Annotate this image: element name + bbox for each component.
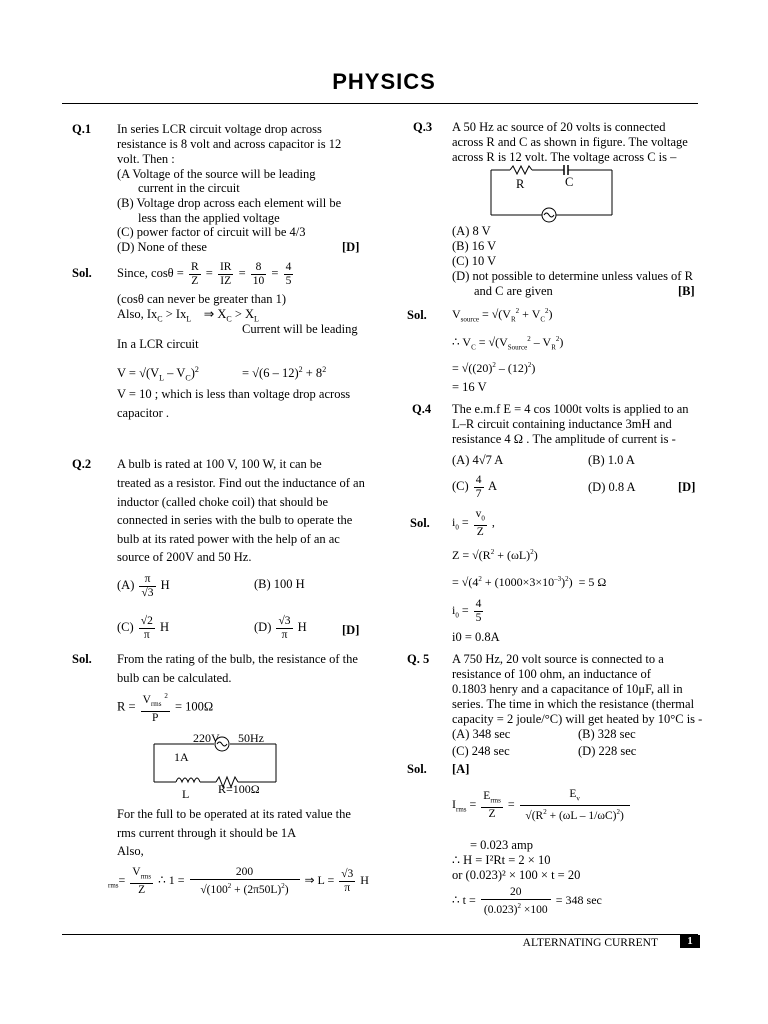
q3-sol-result: = 16 V [452,380,487,394]
q1-number: Q.1 [72,122,92,136]
q4-text-3: resistance 4 Ω . The amplitude of current is - [452,432,676,446]
q4-option-d: (D) 0.8 A [588,480,636,494]
q2-text-4: connected in series with the bulb to operate the [117,513,353,527]
q3-text-1: A 50 Hz ac source of 20 volts is connected [452,120,666,134]
q3-sol-label: Sol. [407,308,427,322]
q3-sol-numeric: = $√((20)^2 - (12)^2)$ [452,361,536,375]
q4-sol-z: $Z = √(R^2 + (\omega L)^2)$ [452,548,538,562]
q1-text-3: volt. Then : [117,152,175,166]
q4-sol-i0: $i_0$ = $\frac{v_0}{Z}$ , [452,507,495,538]
q2-sol-text-1: From the rating of the bulb, the resistance of the [117,652,358,666]
q5-answer: [A] [452,762,470,776]
q5-number: Q. 5 [407,652,430,666]
q3-option-d-cont: and C are given [474,284,553,298]
q3-circuit-r-label: R [516,177,525,191]
q2-text-2: treated as a resistor. Find out the inductance of an [117,476,365,490]
q3-answer: [B] [678,284,695,298]
q3-circuit-c-label: C [565,175,574,189]
q5-option-a: (A) 348 sec [452,727,511,741]
title-rule [62,103,698,104]
q2-text-5: bulb at its rated power with the help of an ac [117,532,340,546]
q5-text-3: 0.1803 henry and a capacitance of 10μF, all in [452,682,683,696]
q2-number: Q.2 [72,457,92,471]
q1-sol-cos-note: (cosθ can never be greater than 1) [117,292,287,306]
q1-option-a: (A Voltage of the source will be leading [117,167,316,181]
q1-text-1: In series LCR circuit voltage drop across [117,122,322,136]
q4-number: Q.4 [412,402,432,416]
q2-text-1: A bulb is rated at 100 V, 100 W, it can be [117,457,322,471]
q2-sol-label: Sol. [72,652,92,666]
q3-text-2: across R and C as shown in figure. The voltage [452,135,688,149]
q3-sol-vc: ∴ $V_C = √(V_{Source}^2 - V_R^2)$ [452,335,564,352]
q5-sol-label: Sol. [407,762,427,776]
q1-sol-v10: V = 10 ; which is less than voltage drop across [117,387,351,401]
q1-option-d: (D) None of these [117,240,207,254]
q2-option-a: (A) $\frac{\pi}{√3}$ H [117,572,170,599]
page-number: 1 [680,935,700,948]
q5-option-c: (C) 248 sec [452,744,510,758]
q2-option-c: (C) $\frac{√2}{\pi}$ H [117,614,170,641]
q4-text-2: L–R circuit containing inductance 3mH and [452,417,672,431]
q2-circuit-current-label: 1A [174,750,189,764]
q2-circuit-inductor-label: L [182,787,190,801]
q5-sol-eq: or (0.023)² × 100 × t = 20 [452,868,581,882]
q2-sol-text-5: Also, [117,844,144,858]
q5-text-2: resistance of 100 ohm, an inductance of [452,667,651,681]
q4-option-c: (C) $\frac{4}{7}$ A [452,473,498,500]
q2-option-d: (D) $\frac{√3}{\pi}$ H [254,614,307,641]
q2-sol-text-4: rms current through it should be 1A [117,826,297,840]
q1-answer: [D] [342,240,360,254]
q5-text-1: A 750 Hz, 20 volt source is connected to a [452,652,664,666]
q5-text-4: series. The time in which the resistance (thermal [452,697,695,711]
q2-answer: [D] [342,623,360,637]
q5-sol-irms: $I_{rms}$ = $\frac{E_{rms}}{Z}$ = $\frac{E_v}{√(R^2 + (\omega L - 1/\omega C)^2)}$ [452,776,632,837]
q2-option-b: (B) 100 H [254,577,305,591]
q3-option-d: (D) not possible to determine unless values of R [452,269,693,283]
q5-sol-t: ∴ t = $\frac{20}{(0.023)^2 \times 100}$ = 348 sec [452,885,602,916]
q1-sol-cos: Since, cosθ = $\frac{R}{Z}$ = $\frac{IR}{IZ}$ = $\frac{8}{10}$ = $\frac{4}{5}$ [117,260,292,287]
q4-sol-result: i0 = 0.8A [452,630,500,644]
q5-option-d: (D) 228 sec [578,744,637,758]
q3-circuit-diagram [488,165,618,220]
q3-text-3: across R is 12 volt. The voltage across C is – [452,150,677,164]
q1-option-b-cont: less than the applied voltage [138,211,280,225]
q2-sol-text-2: bulb can be calculated. [117,671,232,685]
q5-sol-amp: = 0.023 amp [470,838,533,852]
q1-sol-v-numeric: = $√(6 - 12)^2 + 8^2$ [242,365,327,381]
q2-circuit-source-label: 220V [193,731,220,745]
q4-sol-label: Sol. [410,516,430,530]
q4-option-a: (A) 4√7 A [452,453,504,467]
q1-sol-lcr: In a LCR circuit [117,337,199,351]
page-title: PHYSICS [332,69,436,94]
q5-text-5: capacity = 2 joule/°C) will get heated by 10°C is - [452,712,703,726]
q1-sol-capacitor: capacitor . [117,406,170,420]
q2-text-3: inductor (called choke coil) that should be [117,495,329,509]
q4-sol-z-numeric: = $√(4^2 + (1000\times 3\times 10^{-3})^2) = 5$ Ω [452,575,607,589]
q1-sol-label: Sol. [72,266,92,280]
q1-option-c: (C) power factor of circuit will be 4/3 [117,225,306,239]
q2-sol-text-3: For the full to be operated at its rated value the [117,807,351,821]
q2-circuit-freq-label: 50Hz [238,731,264,745]
q4-option-b: (B) 1.0 A [588,453,635,467]
q1-option-a-cont: current in the circuit [138,181,240,195]
q3-sol-vsource: $V_{source} = √(V_R^2 + V_C^2)$ [452,307,553,324]
footer-rule [62,934,698,935]
q1-text-2: resistance is 8 volt and across capacitor is 12 [117,137,342,151]
q4-sol-i0-frac: $i_0$ = $\frac{4}{5}$ [452,597,482,624]
q3-option-a: (A) 8 V [452,224,491,238]
q4-answer: [D] [678,480,696,494]
q1-sol-leading: Current will be leading [242,322,358,336]
q5-option-b: (B) 328 sec [578,727,636,741]
footer-chapter: ALTERNATING CURRENT [522,937,658,949]
q3-option-b: (B) 16 V [452,239,497,253]
q2-sol-resistance: R = $\frac{V_{rms} ^2}{P}$ = 100Ω [117,692,214,725]
q3-option-c: (C) 10 V [452,254,497,268]
q3-number: Q.3 [413,120,433,134]
q5-sol-heat: ∴ H = I²Rt = 2 × 10 [452,853,551,867]
q2-sol-inductance: $_{rms}$= $\frac{V_{rms}}{Z}$ ∴ 1 = $\frac{200}{√(100^2 + (2\pi 50L)^2)}$ ⇒ L = $\frac{√3}{\pi}$ H [108,865,369,896]
q4-text-1: The e.m.f E = 4 cos 1000t volts is applied to an [452,402,689,416]
q1-option-b: (B) Voltage drop across each element will be [117,196,342,210]
q1-sol-v-formula: $V = √(V_L - V_C)^2$ [117,365,199,383]
q1-sol-also: Also, $Ix_C > Ix_L$ ⇒ $X_C > X_L$ [117,307,259,324]
q2-text-6: source of 200V and 50 Hz. [117,550,252,564]
q2-circuit-resistor-label: R=100Ω [218,782,260,796]
